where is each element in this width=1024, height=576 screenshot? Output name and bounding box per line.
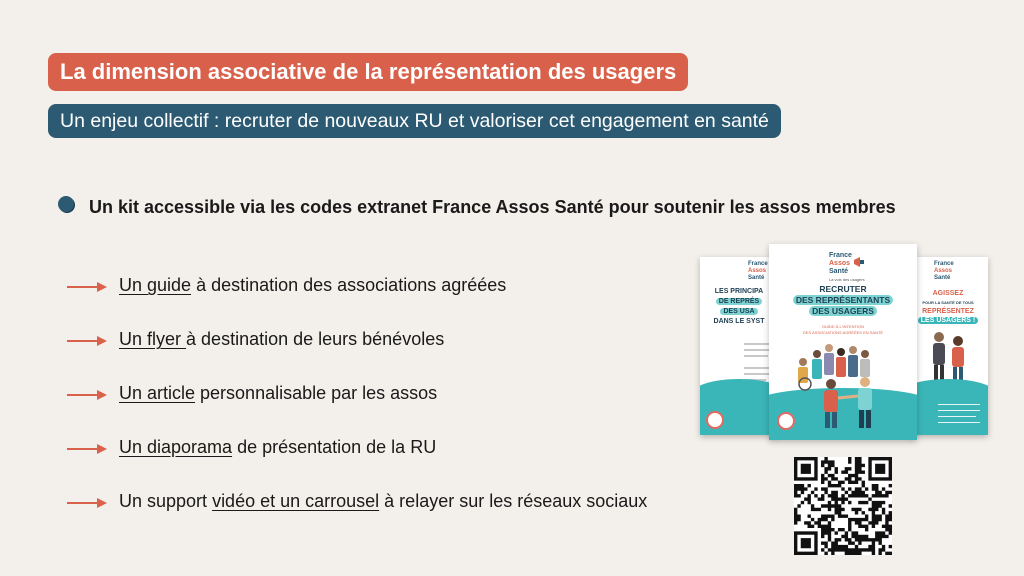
badge-icon	[706, 411, 724, 429]
people-illustration-icon	[789, 340, 899, 432]
megaphone-icon	[853, 256, 865, 268]
item-text: de présentation de la RU	[232, 437, 437, 457]
diaporama-link[interactable]: Un diaporama	[119, 437, 233, 457]
bullet-dot-icon	[58, 196, 74, 212]
qr-code[interactable]	[794, 457, 892, 555]
main-bullet-text: Un kit accessible via les codes extranet France Assos Santé pour soutenir les assos membres	[89, 197, 896, 217]
brochure-left-heading: LES PRINCIPA DE REPRÉS DES USA DANS LE SYST	[713, 288, 765, 325]
video-carrousel-link[interactable]: vidéo et un carrousel	[212, 491, 380, 511]
article-link[interactable]: Un article	[119, 383, 196, 403]
brochure-center	[769, 244, 917, 440]
item-text: Un support	[119, 491, 213, 511]
item-text: à relayer sur les réseaux sociaux	[379, 491, 648, 511]
kit-items-list	[67, 270, 647, 540]
arrow-right-icon	[67, 442, 107, 456]
guide-link[interactable]: Un guide	[119, 275, 192, 295]
list-item	[67, 432, 647, 486]
arrow-right-icon	[67, 388, 107, 402]
brochure-logo: France Assos Santé La voix des usagers	[829, 252, 865, 282]
list-item	[67, 486, 647, 540]
brochure-logo: France Assos Santé	[748, 261, 768, 281]
brochure-wave	[908, 391, 988, 435]
brochure-center-subtitle: GUIDE À L'INTENTION DES ASSOCIATIONS AGRÉÉES EN SANTÉ	[802, 324, 884, 335]
flyer-link[interactable]: Un flyer	[119, 329, 187, 349]
badge-icon	[777, 412, 795, 430]
arrow-right-icon	[67, 334, 107, 348]
brochure-right	[908, 257, 988, 435]
item-text: à destination de leurs bénévoles	[186, 329, 445, 349]
list-item	[67, 324, 647, 378]
item-text: personnalisable par les assos	[195, 383, 438, 403]
brochure-right-heading: AGISSEZ POUR LA SANTÉ DE TOUS REPRÉSENTEZ LES USAGERS !	[908, 289, 988, 325]
main-bullet	[58, 192, 938, 222]
brochure-center-heading: RECRUTER DES REPRÉSENTANTS DES USAGERS	[769, 284, 917, 317]
brochure-logo: France Assos Santé	[934, 261, 954, 281]
arrow-right-icon	[67, 280, 107, 294]
list-item	[67, 270, 647, 324]
arrow-right-icon	[67, 496, 107, 510]
slide-subtitle: Un enjeu collectif : recruter de nouveaux RU et valoriser cet engagement en santé	[48, 104, 781, 138]
item-text: à destination des associations agréées	[191, 275, 507, 295]
slide-title: La dimension associative de la représentation des usagers	[48, 53, 688, 91]
list-item	[67, 378, 647, 432]
brochure-left	[700, 257, 778, 435]
